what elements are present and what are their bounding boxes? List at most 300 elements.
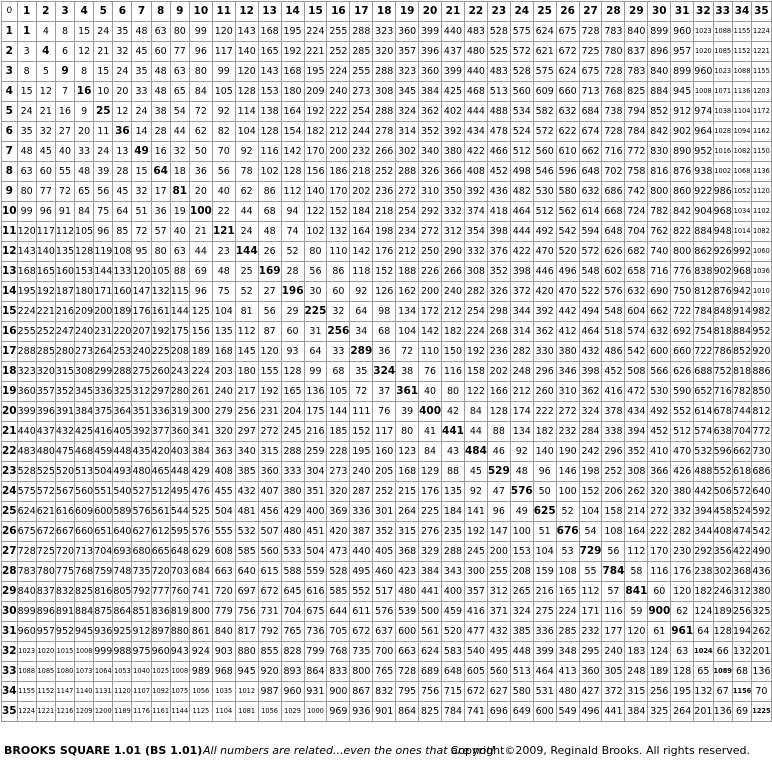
grid-cell: 572 (533, 122, 556, 142)
grid-cell: 224 (304, 22, 327, 42)
grid-cell: 159 (533, 562, 556, 582)
column-header: 26 (556, 2, 579, 22)
grid-cell: 104 (533, 542, 556, 562)
grid-cell: 377 (151, 422, 170, 442)
grid-cell: 40 (55, 142, 74, 162)
grid-cell: 52 (281, 242, 304, 262)
grid-cell: 336 (350, 502, 373, 522)
grid-cell: 800 (671, 242, 694, 262)
grid-cell: 1029 (281, 702, 304, 722)
grid-cell: 480 (464, 42, 487, 62)
grid-cell: 225 (419, 502, 442, 522)
grid-cell: 168 (17, 262, 36, 282)
grid-cell: 142 (281, 142, 304, 162)
grid-cell: 70 (212, 142, 235, 162)
grid-cell: 989 (189, 662, 212, 682)
grid-cell: 362 (419, 102, 442, 122)
grid-cell: 435 (132, 442, 151, 462)
grid-cell: 8 (55, 22, 74, 42)
grid-cell: 588 (281, 562, 304, 582)
grid-cell: 135 (212, 322, 235, 342)
grid-cell: 252 (373, 162, 396, 182)
grid-cell: 108 (602, 522, 625, 542)
grid-cell: 488 (694, 462, 713, 482)
grid-cell: 259 (304, 442, 327, 462)
grid-cell: 117 (36, 222, 55, 242)
grid-cell: 314 (396, 122, 419, 142)
table-row (2, 282, 772, 302)
grid-cell: 648 (170, 542, 189, 562)
column-header: 16 (327, 2, 350, 22)
grid-cell: 1125 (189, 702, 212, 722)
grid-cell: 112 (625, 542, 648, 562)
grid-cell: 637 (373, 622, 396, 642)
grid-cell: 180 (235, 362, 258, 382)
diagonal-square-cell: 16 (75, 82, 94, 102)
grid-cell: 297 (235, 422, 258, 442)
column-header: 8 (151, 2, 170, 22)
table-row (2, 482, 772, 502)
grid-cell: 432 (55, 422, 74, 442)
grid-cell: 142 (350, 242, 373, 262)
grid-cell: 1053 (113, 662, 132, 682)
grid-cell: 152 (327, 202, 350, 222)
grid-cell: 440 (350, 542, 373, 562)
grid-cell: 500 (419, 602, 442, 622)
grid-cell: 132 (327, 222, 350, 242)
grid-cell: 50 (533, 482, 556, 502)
grid-cell: 572 (36, 482, 55, 502)
grid-cell: 960 (671, 22, 694, 42)
grid-cell: 176 (419, 482, 442, 502)
grid-cell: 842 (671, 202, 694, 222)
grid-cell: 540 (113, 482, 132, 502)
grid-cell: 1176 (132, 702, 151, 722)
grid-cell: 85 (113, 222, 132, 242)
grid-cell: 925 (113, 622, 132, 642)
grid-cell: 182 (694, 582, 713, 602)
grid-cell: 256 (732, 602, 751, 622)
grid-cell: 466 (487, 142, 510, 162)
row-header: 25 (2, 502, 18, 522)
grid-cell: 861 (189, 622, 212, 642)
grid-cell: 221 (304, 42, 327, 62)
diagonal-square-cell: 841 (625, 582, 648, 602)
grid-cell: 198 (579, 462, 602, 482)
grid-cell: 68 (327, 362, 350, 382)
grid-cell: 244 (350, 122, 373, 142)
grid-cell: 525 (487, 42, 510, 62)
grid-cell: 658 (625, 262, 648, 282)
grid-cell: 174 (510, 402, 533, 422)
row-header: 13 (2, 262, 18, 282)
grid-cell: 410 (648, 442, 671, 462)
grid-cell: 686 (752, 462, 771, 482)
grid-cell: 206 (602, 482, 625, 502)
grid-cell: 475 (55, 442, 74, 462)
grid-cell: 1120 (752, 182, 771, 202)
grid-cell: 242 (579, 442, 602, 462)
grid-cell: 922 (694, 182, 713, 202)
grid-cell: 840 (648, 62, 671, 82)
grid-cell: 240 (212, 382, 235, 402)
grid-cell: 738 (602, 102, 625, 122)
grid-cell: 308 (625, 462, 648, 482)
grid-cell: 136 (304, 382, 327, 402)
grid-cell: 380 (281, 482, 304, 502)
grid-cell: 1172 (752, 102, 771, 122)
grid-cell: 783 (17, 562, 36, 582)
diagonal-square-cell: 1 (17, 22, 36, 42)
grid-cell: 800 (350, 662, 373, 682)
grid-cell: 153 (258, 82, 281, 102)
grid-cell: 399 (533, 642, 556, 662)
grid-cell: 560 (258, 542, 281, 562)
grid-cell: 220 (113, 322, 132, 342)
row-header: 7 (2, 142, 18, 162)
grid-cell: 506 (713, 482, 732, 502)
grid-cell: 574 (625, 322, 648, 342)
grid-cell: 111 (350, 402, 373, 422)
grid-cell: 880 (235, 642, 258, 662)
grid-cell: 80 (442, 382, 465, 402)
diagonal-square-cell: 1156 (732, 682, 751, 702)
grid-cell: 260 (533, 382, 556, 402)
grid-cell: 429 (189, 462, 212, 482)
grid-cell: 338 (602, 422, 625, 442)
grid-cell: 720 (55, 542, 74, 562)
grid-cell: 496 (579, 702, 602, 722)
grid-cell: 624 (419, 642, 442, 662)
grid-cell: 221 (36, 302, 55, 322)
grid-cell: 632 (648, 322, 671, 342)
grid-cell: 552 (671, 402, 694, 422)
grid-cell: 315 (55, 362, 74, 382)
grid-cell: 396 (419, 42, 442, 62)
row-header: 5 (2, 102, 18, 122)
grid-cell: 36 (189, 162, 212, 182)
grid-cell: 266 (442, 262, 465, 282)
row-header: 9 (2, 182, 18, 202)
grid-cell: 614 (694, 402, 713, 422)
grid-cell: 575 (17, 482, 36, 502)
grid-cell: 816 (94, 582, 113, 602)
row-header: 18 (2, 362, 18, 382)
grid-cell: 302 (713, 562, 732, 582)
grid-cell: 480 (556, 682, 579, 702)
grid-cell: 344 (694, 522, 713, 542)
grid-cell: 8 (75, 62, 94, 82)
grid-cell: 116 (648, 562, 671, 582)
grid-cell: 590 (671, 382, 694, 402)
grid-cell: 212 (510, 382, 533, 402)
grid-cell: 425 (75, 422, 94, 442)
grid-cell: 252 (602, 462, 625, 482)
table-row (2, 582, 772, 602)
grid-cell: 640 (752, 482, 771, 502)
grid-cell: 432 (579, 342, 602, 362)
corner-cell: 0 (2, 2, 18, 22)
grid-cell: 255 (350, 62, 373, 82)
grid-cell: 40 (212, 182, 235, 202)
grid-cell: 94 (281, 202, 304, 222)
grid-cell: 326 (419, 162, 442, 182)
grid-cell: 188 (396, 262, 419, 282)
column-header: 35 (752, 2, 771, 22)
table-row (2, 42, 772, 62)
grid-cell: 12 (36, 82, 55, 102)
grid-cell: 1008 (694, 82, 713, 102)
grid-cell: 115 (170, 282, 189, 302)
grid-cell: 566 (648, 362, 671, 382)
grid-cell: 902 (671, 122, 694, 142)
grid-cell: 660 (75, 522, 94, 542)
grid-cell: 572 (732, 482, 751, 502)
grid-cell: 112 (579, 582, 602, 602)
grid-cell: 828 (281, 642, 304, 662)
grid-cell: 576 (132, 502, 151, 522)
grid-cell: 136 (752, 662, 771, 682)
grid-cell: 902 (713, 262, 732, 282)
diagonal-square-cell: 64 (151, 162, 170, 182)
grid-cell: 596 (556, 162, 579, 182)
grid-cell: 1088 (713, 22, 732, 42)
grid-cell: 530 (533, 182, 556, 202)
grid-cell: 1064 (94, 662, 113, 682)
grid-cell: 580 (556, 182, 579, 202)
grid-cell: 768 (75, 562, 94, 582)
grid-cell: 1104 (212, 702, 235, 722)
grid-cell: 15 (132, 162, 151, 182)
grid-cell: 42 (442, 402, 465, 422)
grid-cell: 799 (304, 642, 327, 662)
footer-tagline: All numbers are related...even the ones that are not! (203, 744, 496, 757)
grid-cell: 195 (304, 62, 327, 82)
grid-cell: 600 (533, 702, 556, 722)
grid-cell: 37 (373, 382, 396, 402)
grid-cell: 660 (556, 82, 579, 102)
grid-cell: 452 (648, 422, 671, 442)
grid-cell: 512 (151, 482, 170, 502)
grid-cell: 112 (281, 182, 304, 202)
grid-cell: 1144 (170, 702, 189, 722)
grid-cell: 350 (442, 182, 465, 202)
grid-cell: 165 (281, 382, 304, 402)
grid-cell: 16 (151, 142, 170, 162)
grid-cell: 375 (94, 402, 113, 422)
grid-cell: 119 (94, 242, 113, 262)
grid-cell: 164 (281, 102, 304, 122)
column-header: 12 (235, 2, 258, 22)
grid-cell: 240 (75, 322, 94, 342)
grid-cell: 65 (694, 662, 713, 682)
grid-cell: 542 (752, 522, 771, 542)
grid-cell: 122 (304, 202, 327, 222)
grid-cell: 725 (579, 42, 602, 62)
diagonal-square-cell: 225 (304, 302, 327, 322)
grid-cell: 59 (625, 602, 648, 622)
grid-cell: 460 (373, 562, 396, 582)
row-header: 1 (2, 22, 18, 42)
grid-cell: 470 (671, 442, 694, 462)
grid-cell: 713 (75, 542, 94, 562)
grid-cell: 1073 (75, 662, 94, 682)
grid-cell: 226 (419, 262, 442, 282)
grid-cell: 12 (75, 42, 94, 62)
grid-cell: 1152 (36, 682, 55, 702)
grid-cell: 63 (170, 62, 189, 82)
grid-cell: 819 (170, 602, 189, 622)
grid-cell: 576 (373, 602, 396, 622)
grid-cell: 783 (625, 62, 648, 82)
grid-cell: 731 (258, 602, 281, 622)
grid-cell: 836 (151, 602, 170, 622)
grid-cell: 64 (694, 622, 713, 642)
grid-cell: 27 (55, 122, 74, 142)
grid-cell: 32 (170, 142, 189, 162)
grid-cell: 616 (55, 502, 74, 522)
grid-cell: 697 (235, 582, 258, 602)
grid-cell: 48 (151, 82, 170, 102)
grid-cell: 360 (419, 62, 442, 82)
grid-cell: 333 (281, 462, 304, 482)
grid-cell: 436 (487, 182, 510, 202)
grid-cell: 936 (350, 702, 373, 722)
grid-cell: 483 (464, 22, 487, 42)
grid-cell: 372 (510, 282, 533, 302)
grid-cell: 341 (189, 422, 212, 442)
grid-cell: 884 (694, 222, 713, 242)
column-header: 19 (396, 2, 419, 22)
grid-cell: 104 (579, 502, 602, 522)
grid-cell: 288 (350, 22, 373, 42)
grid-cell: 982 (752, 302, 771, 322)
grid-cell: 80 (151, 242, 170, 262)
grid-cell: 880 (170, 622, 189, 642)
grid-cell: 170 (327, 182, 350, 202)
grid-cell: 780 (602, 42, 625, 62)
grid-cell: 84 (75, 202, 94, 222)
grid-cell: 18 (170, 162, 189, 182)
grid-cell: 183 (625, 642, 648, 662)
grid-cell: 264 (94, 342, 113, 362)
grid-cell: 1015 (55, 642, 74, 662)
grid-cell: 325 (648, 702, 671, 722)
grid-cell: 507 (258, 522, 281, 542)
grid-cell: 315 (258, 442, 281, 462)
grid-cell: 896 (36, 602, 55, 622)
grid-cell: 128 (235, 82, 258, 102)
grid-cell: 470 (556, 282, 579, 302)
grid-cell: 1052 (732, 182, 751, 202)
grid-cell: 48 (151, 62, 170, 82)
grid-cell: 952 (694, 142, 713, 162)
grid-cell: 357 (396, 42, 419, 62)
grid-cell: 652 (694, 382, 713, 402)
table-row (2, 122, 772, 142)
grid-cell: 141 (464, 502, 487, 522)
grid-cell: 1104 (732, 102, 751, 122)
grid-cell: 366 (648, 462, 671, 482)
grid-cell: 407 (258, 482, 281, 502)
grid-cell: 957 (36, 622, 55, 642)
grid-cell: 674 (579, 122, 602, 142)
grid-cell: 160 (55, 262, 74, 282)
grid-cell: 936 (94, 622, 113, 642)
grid-cell: 39 (396, 402, 419, 422)
column-header: 4 (75, 2, 94, 22)
grid-cell: 192 (464, 342, 487, 362)
grid-cell: 542 (556, 222, 579, 242)
table-row (2, 502, 772, 522)
grid-cell: 626 (671, 362, 694, 382)
grid-cell: 663 (212, 562, 235, 582)
grid-cell: 53 (556, 542, 579, 562)
grid-cell: 308 (464, 262, 487, 282)
grid-cell: 99 (17, 202, 36, 222)
grid-cell: 176 (132, 302, 151, 322)
grid-cell: 164 (625, 522, 648, 542)
grid-cell: 622 (556, 122, 579, 142)
grid-cell: 780 (36, 562, 55, 582)
grid-cell: 362 (533, 322, 556, 342)
grid-cell: 112 (55, 222, 74, 242)
column-header: 1 (17, 2, 36, 22)
grid-cell: 380 (671, 482, 694, 502)
grid-cell: 28 (113, 162, 132, 182)
grid-cell: 77 (170, 42, 189, 62)
grid-cell: 952 (752, 322, 771, 342)
grid-cell: 672 (556, 42, 579, 62)
grid-cell: 262 (625, 482, 648, 502)
grid-cell: 1088 (732, 62, 751, 82)
grid-cell: 56 (602, 542, 625, 562)
grid-cell: 225 (151, 342, 170, 362)
grid-cell: 336 (151, 402, 170, 422)
grid-cell: 120 (258, 342, 281, 362)
grid-cell: 124 (694, 602, 713, 622)
grid-cell: 638 (713, 422, 732, 442)
grid-cell: 352 (373, 522, 396, 542)
grid-cell: 201 (694, 702, 713, 722)
grid-cell: 528 (510, 62, 533, 82)
grid-cell: 343 (442, 562, 465, 582)
diagonal-square-cell: 81 (170, 182, 189, 202)
grid-cell: 504 (94, 462, 113, 482)
grid-cell: 202 (350, 182, 373, 202)
grid-cell: 96 (36, 202, 55, 222)
grid-cell: 284 (579, 422, 602, 442)
grid-cell: 1224 (17, 702, 36, 722)
grid-cell: 222 (533, 402, 556, 422)
grid-cell: 840 (625, 22, 648, 42)
grid-cell: 208 (510, 562, 533, 582)
grid-cell: 292 (694, 542, 713, 562)
grid-cell: 96 (189, 282, 212, 302)
grid-cell: 45 (132, 42, 151, 62)
grid-cell: 203 (212, 362, 235, 382)
grid-cell: 1107 (132, 682, 151, 702)
diagonal-square-cell: 36 (113, 122, 132, 142)
grid-cell: 78 (235, 162, 258, 182)
grid-cell: 472 (625, 382, 648, 402)
grid-cell: 128 (281, 162, 304, 182)
grid-cell: 140 (36, 242, 55, 262)
grid-cell: 240 (350, 462, 373, 482)
grid-cell: 765 (281, 622, 304, 642)
grid-cell: 651 (94, 522, 113, 542)
grid-cell: 480 (396, 582, 419, 602)
